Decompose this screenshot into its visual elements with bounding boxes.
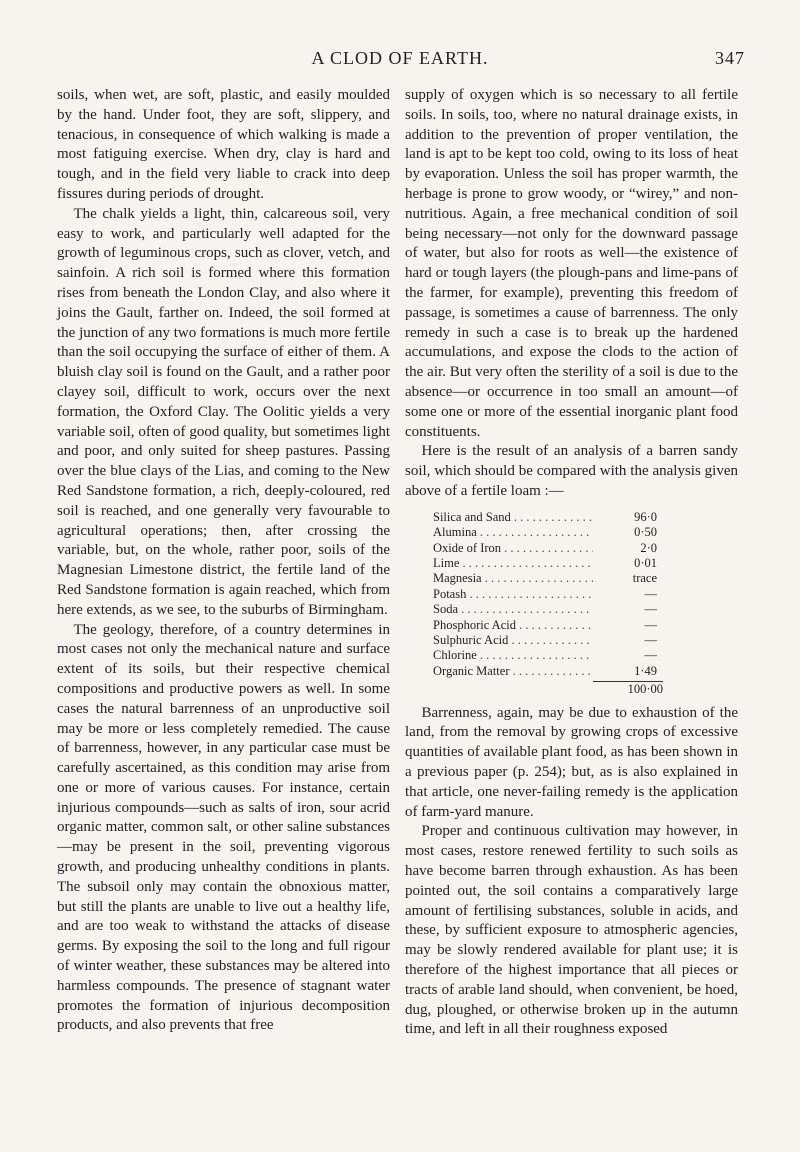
- running-header: [55, 48, 745, 72]
- row-value: trace: [632, 571, 657, 586]
- paragraph: soils, when wet, are soft, plastic, and easily moulded by the hand. Under foot, they are soft, slippery, and tenacious, in consequence of which walking is made a most fatiguing exercise. When dry, clay is hard and tough, and in the field very liable to crack into deep fissures during periods of drought.: [57, 87, 390, 202]
- right-column: [405, 86, 738, 1040]
- analysis-table: [433, 510, 723, 698]
- paragraph: Barrenness, again, may be due to exhaustion of the land, from the removal by growing crops of excessive quantities of available plant food, as has been shown in a previous paper (p. 254); but, as is also explained in that article, one never-failing remedy is the application of farm-yard manure.: [405, 704, 738, 820]
- row-value: —: [644, 602, 657, 617]
- row-value: —: [644, 648, 657, 663]
- row-value: 0·50: [634, 525, 657, 540]
- row-label: Lime . . .: [433, 556, 593, 571]
- paragraph: Proper and continuous cultivation may however, in most cases, restore renewed fertility to such soils as have become barren through exhaustion. As has been pointed out, the soil contains a comparatively large amount of fertilising substances, soluble in acids, and these, by sufficient exposure to atmospheric agencies, may be slowly rendered available for plant use; it is therefore of the highest importance that all pieces or tracts of arable land should, when convenient, be hoed, dug, ploughed, or otherwise broken up in the autumn time, and left in all their roughness exposed: [405, 823, 738, 1038]
- paragraph: Here is the result of an analysis of a barren sandy soil, which should be compared with the analysis given above of a fertile loam :—: [405, 443, 738, 499]
- table-total: 100·00: [593, 681, 663, 697]
- paragraph: The chalk yields a light, thin, calcareous soil, very easy to work, and particularly well adapted for the growth of leguminous crops, such as clover, vetch, and sainfoin. A rich soil is formed where this formation rises from beneath the London Clay, and also where it joins the Gault, farther on. Indeed, the soil formed at the junction of any two formations is much more fertile than the soil occupying the surface of either of them. A bluish clay soil is found on the Gault, and a rather poor clayey soil, difficult to work, occurs over the next formation, the Oxford Clay. The Oolitic yields a very variable soil, often of good quality, but sometimes light and poor, and only suited for sheep pastures. Passing over the blue clays of the Lias, and coming to the New Red Sandstone formation, a rich, deeply-coloured, red soil is reached, and one generally very favourable to agricultural operations; then, after crossing the variable, but, on the whole, rather poor, soils of the Magnesian Limestone district, the fertile land of the Red Sandstone formation is again reached, which from here extends, as we see, to the suburbs of Birmingham.: [57, 205, 390, 618]
- row-label: Magnesia . . .: [433, 571, 593, 586]
- table-row: [433, 541, 723, 556]
- row-value: —: [644, 632, 657, 647]
- table-row: [433, 633, 723, 648]
- row-label: Chlorine . . .: [433, 648, 593, 663]
- row-label: Sulphuric Acid . . .: [433, 633, 593, 648]
- row-value: —: [644, 617, 657, 632]
- table-row: [433, 587, 723, 602]
- row-value: 2·0: [640, 540, 657, 555]
- row-label: Silica and Sand . . .: [433, 510, 593, 525]
- table-row: [433, 556, 723, 571]
- table-row: [433, 525, 723, 540]
- page-number: 347: [715, 48, 745, 68]
- row-label: Phosphoric Acid . . .: [433, 618, 593, 633]
- row-label: Oxide of Iron . . .: [433, 541, 593, 556]
- row-value: 0·01: [634, 555, 657, 570]
- table-row: [433, 510, 723, 525]
- paragraph: The geology, therefore, of a country determines in most cases not only the mechanical nature and surface extent of its soils, but their respective chemical compositions and productive powers as well. In some cases the natural barrenness of an unproductive soil may be more or less completely remedied. The cause of barrenness, however, in any particular case must be carefully ascertained, as this condition may arise from one or more of various causes. For instance, certain injurious compounds—such as salts of iron, sour acrid organic matter, common salt, or other saline substances—may be present in the soil, preventing vigorous growth, and producing unhealthy conditions in plants. The subsoil only may contain the obnoxious matter, but still the plants are unable to live out a healthy life, and are too weak to withstand the attacks of disease germs. By exposing the soil to the long and full rigour of winter weather, these substances may be altered into harmless compounds. The presence of stagnant water promotes the formation of injurious decomposition products, and also prevents that free: [57, 621, 390, 1034]
- table-row: [433, 571, 723, 586]
- row-label: Organic Matter . . .: [433, 664, 593, 679]
- table-row: [433, 618, 723, 633]
- row-label: Alumina . . .: [433, 525, 593, 540]
- row-value: —: [644, 586, 657, 601]
- row-label: Soda . . .: [433, 602, 593, 617]
- paragraph: supply of oxygen which is so necessary to all fertile soils. In soils, too, where no natural drainage exists, in addition to the prevention of proper ventilation, the land is apt to be kept too cold, owing to its loss of heat by evaporation. Unless the soil has proper warmth, the herbage is prone to grow woody, or “wirey,” and non-nutritious. Again, a free mechanical condition of soil being necessary—not only for the downward passage of water, but also for roots as well—the existence of hard or tough layers (the plough-pans and lime-pans of the farmer, for example), preventing this freedom of passage, is sometimes a cause of barrenness. The only remedy in such a case is to break up the hardened accumulations, and expose the clods to the action of the air. But very often the sterility of a soil is due to the absence—or occurrence in too small an amount—of some one or more of the essential inorganic plant food constituents.: [405, 87, 738, 440]
- row-label: Potash . . .: [433, 587, 593, 602]
- left-column: [57, 86, 390, 1036]
- row-value: 1·49: [634, 663, 657, 678]
- table-row: [433, 602, 723, 617]
- row-value: 96·0: [634, 509, 657, 524]
- table-row: [433, 664, 723, 679]
- running-title: A CLOD OF EARTH.: [311, 48, 489, 68]
- table-row: [433, 648, 723, 663]
